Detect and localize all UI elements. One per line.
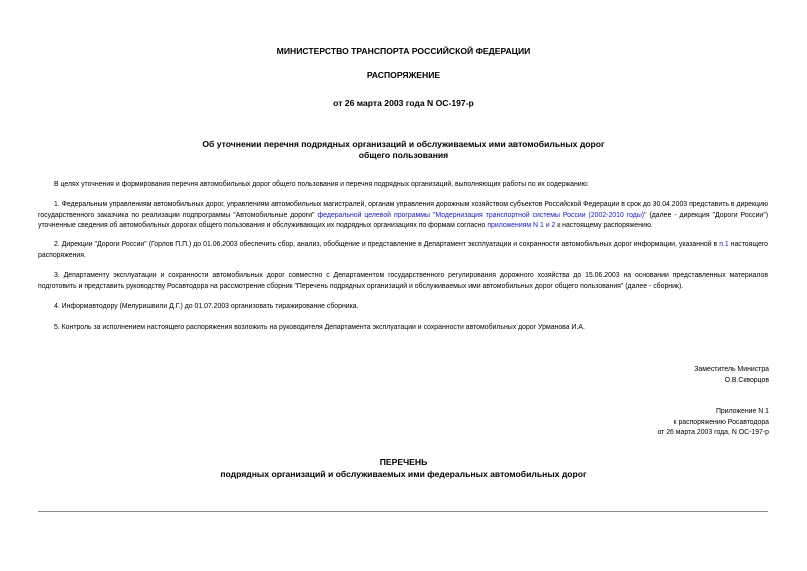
document-title-line-1: Об уточнении перечня подрядных организаций и обслуживаемых ими автомобильных дорог: [202, 139, 605, 149]
paragraph-1: [38, 200, 768, 232]
document-title-line-2: общего пользования: [358, 150, 449, 160]
signatory-name: О.В.Скворцов: [724, 376, 769, 384]
paragraph-1-text-a: 1. Федеральным управлениям автомобильных дорог, управлениям автомобильных магистралей, органам управления дорожным хозяйством субъектов Российской Федерации в срок до 30.04.2003 представить в дирекцию государственного заказчика по реализации подпрограммы "Автомобильные дороги": [38, 201, 768, 219]
appendix-to-order: к распоряжению Росавтодора: [673, 418, 769, 426]
paragraph-1-text-c: к настоящему распоряжению.: [555, 222, 653, 229]
appendix-subtitle: подрядных организаций и обслуживаемых ими федеральных автомобильных дорог: [220, 469, 587, 479]
clause-1-link[interactable]: п.1: [719, 241, 729, 248]
signatory-position: Заместитель Министра: [694, 366, 769, 373]
intro-paragraph: [38, 180, 768, 191]
paragraph-4-text: 4. Информавтодору (Мелуришвили Д.Г.) до 01.07.2003 организовать тиражирование сборника.: [54, 303, 359, 310]
paragraph-3: [38, 271, 768, 292]
appendix-order-date: от 26 марта 2003 года, N ОС-197-р: [657, 429, 769, 436]
paragraph-2-text-b: настоящего распоряжения.: [38, 241, 768, 259]
ministry-heading: МИНИСТЕРСТВО ТРАНСПОРТА РОССИЙСКОЙ ФЕДЕРАЦИИ: [276, 46, 531, 56]
paragraph-1-text-b: (далее - дирекция "Дороги России") уточненные сведения об автомобильных дорогах общего пользования и обслуживающих их подрядных организациях по формам согласно: [38, 211, 769, 229]
program-link[interactable]: федеральной целевой программы "Модернизация транспортной системы России (2002-2010 годы)": [317, 211, 647, 219]
paragraph-4: [38, 302, 768, 313]
paragraph-2-text-a: 2. Дирекции "Дороги России" (Горлов П.П.) до 01.06.2003 обеспечить сбор, анализ, обобщение и представление в Департамент эксплуатации и сохранности автомобильных дорог информации, указанной в: [54, 241, 720, 248]
paragraph-5: [38, 323, 768, 334]
paragraph-2: [38, 240, 768, 261]
appendix-number: Приложение N 1: [715, 408, 769, 415]
document-date-number: от 26 марта 2003 года N ОС-197-р: [333, 98, 474, 108]
signature-block: [694, 365, 769, 386]
appendix-reference: [657, 407, 769, 439]
document-type: РАСПОРЯЖЕНИЕ: [366, 70, 441, 80]
horizontal-divider: [38, 511, 768, 512]
intro-text: В целях уточнения и формирования перечня автомобильных дорог общего пользования и перечня подрядных организаций, выполняющих работы по их содержанию:: [54, 181, 589, 188]
paragraph-3-text: 3. Департаменту эксплуатации и сохранности автомобильных дорог совместно с Департаментом государственного регулирования дорожного хозяйства до 15.06.2003 на основании представленных материалов подготовить и представить руководству Росавтодора на рассмотрение сборник "Перечень подрядных организаций и обслуживаемых ими автомобильных дорог общего пользования" (далее - сборник).: [38, 272, 768, 290]
appendix-title: ПЕРЕЧЕНЬ: [379, 457, 428, 467]
paragraph-5-text: 5. Контроль за исполнением настоящего распоряжения возложить на руководителя Департамента эксплуатации и сохранности автомобильных дорог Урманова И.А.: [54, 324, 585, 331]
appendices-link[interactable]: приложениям N 1 и 2: [487, 222, 556, 229]
